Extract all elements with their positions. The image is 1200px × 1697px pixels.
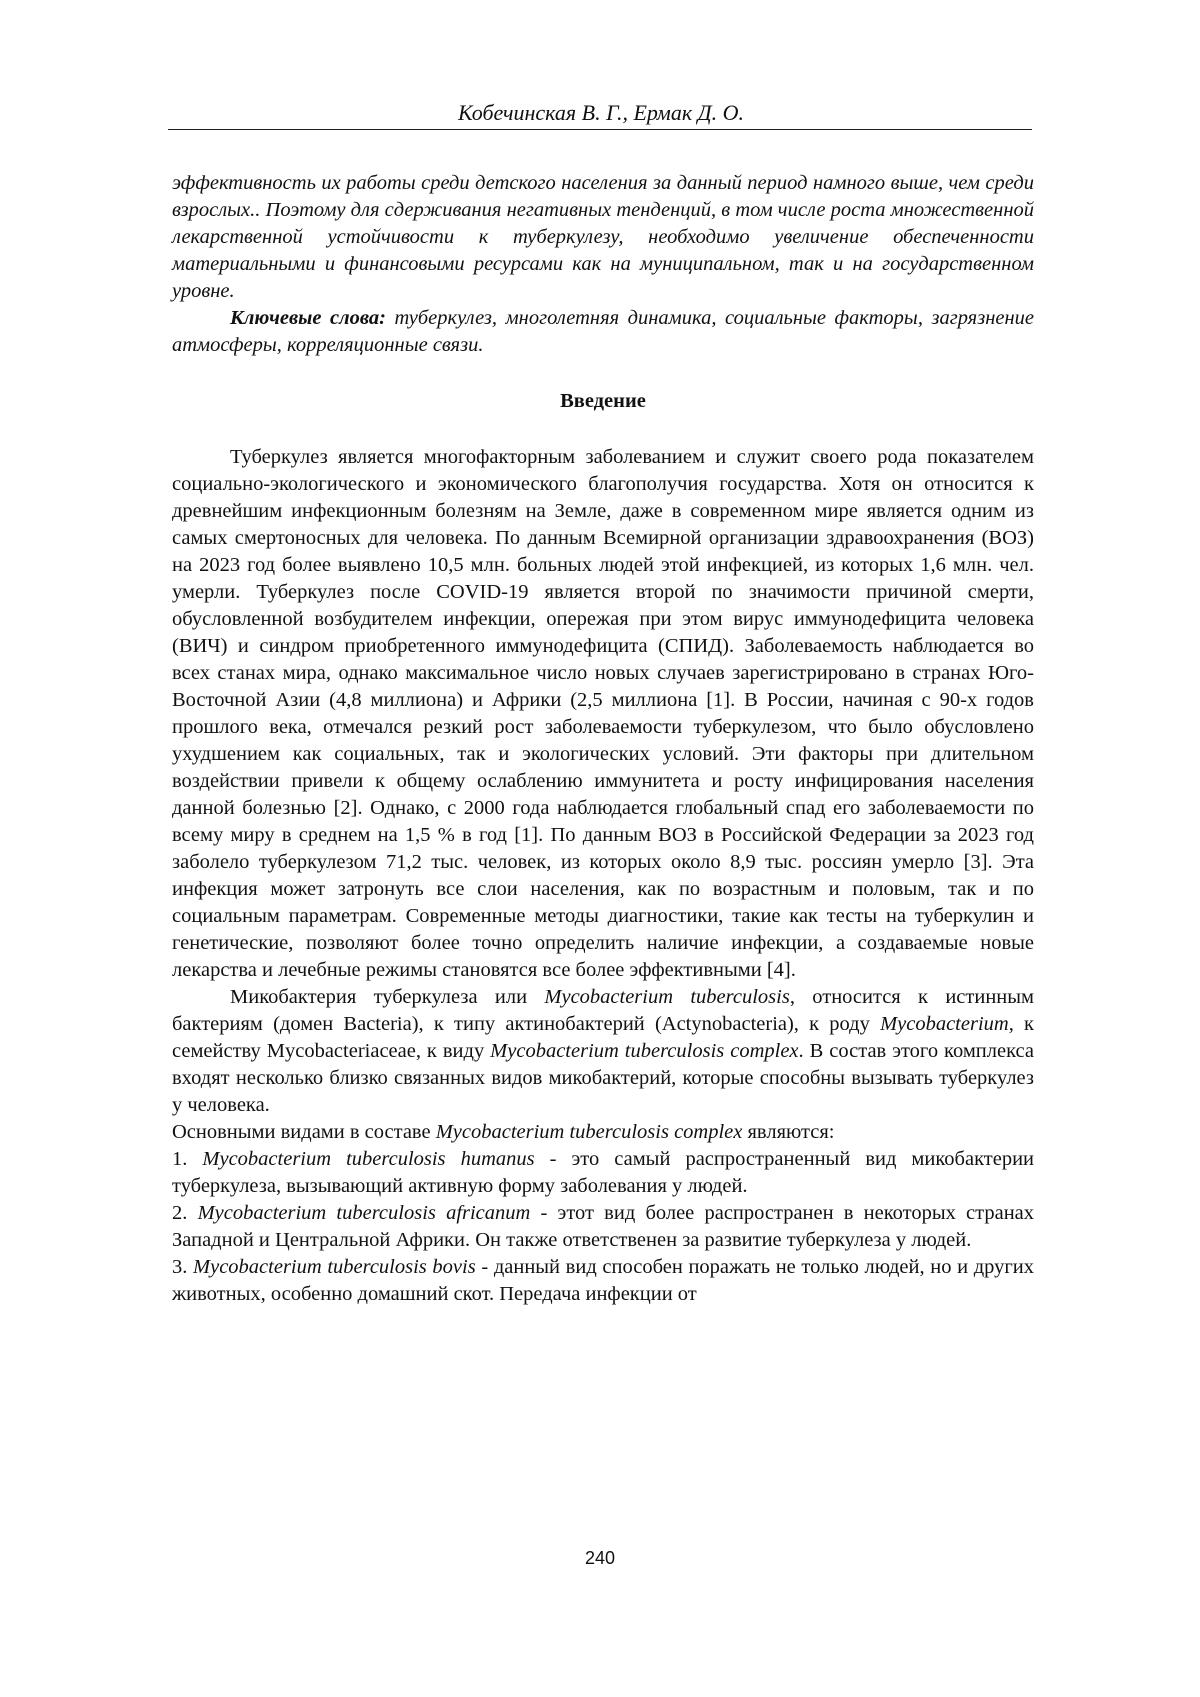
list-text: - этот вид более распространен в некоторых странах Западной и Центральной Африки. Он также ответственен за развитие туберкулеза у людей.	[172, 1202, 1035, 1251]
list-number: 3.	[172, 1256, 194, 1278]
keywords	[172, 305, 1034, 359]
p2-text-c: , относится к истинным бактериям (домен Bacteria), к типу актинобактерий (Actynobacteria), к роду	[172, 986, 1035, 1035]
list-species-name: Mycobacterium tuberculosis bovis	[193, 1256, 476, 1278]
p3-text-c: являются:	[742, 1121, 835, 1143]
page-content	[172, 170, 1034, 1308]
p2-text-a: Микобактерия туберкулеза или	[230, 986, 545, 1008]
p2-complex: Mycobacterium tuberculosis complex	[490, 1040, 799, 1062]
paragraph-2	[172, 984, 1034, 1119]
list-item	[172, 1254, 1034, 1308]
list-item	[172, 1146, 1034, 1200]
p2-species: Mycobacterium tuberculosis	[544, 986, 790, 1008]
list-text: - это самый распространенный вид микобактерии туберкулеза, вызывающий активную форму заболевания у людей.	[172, 1148, 1035, 1197]
p2-text-e: , к семейству Mycobacteriaceae, к виду	[172, 1013, 1034, 1062]
keywords-text: туберкулез, многолетняя динамика, социальные факторы, загрязнение атмосферы, корреляционные связи.	[172, 307, 1034, 356]
running-header: Кобечинская В. Г., Ермак Д. О.	[457, 100, 745, 125]
p2-text-g: . В состав этого комплекса входят несколько близко связанных видов микобактерий, которые способны вызывать туберкулез у человека.	[172, 1040, 1035, 1116]
list-number: 2.	[172, 1202, 198, 1224]
paragraph-1: Туберкулез является многофакторным заболеванием и служит своего рода показателем социально-экологического и экономического благополучия государства. Хотя он относится к древнейшим инфекционным болезням на Земле, даже в современном мире является одним из самых смертоносных для человека. По данным Всемирной организации здравоохранения (ВОЗ) на 2023 год более выявлено 10,5 млн. больных людей этой инфекцией, из которых 1,6 млн. чел. умерли. Туберкулез после COVID-19 является второй по значимости причиной смерти, обусловленной возбудителем инфекции, опережая при этом вирус иммунодефицита человека (ВИЧ) и синдром приобретенного иммунодефицита (СПИД). Заболеваемость наблюдается во всех станах мира, однако максимальное число новых случаев зарегистрировано в странах Юго-Восточной Азии (4,8 миллиона) и Африки (2,5 миллиона [1]. В России, начиная с 90-х годов прошлого века, отмечался резкий рост заболеваемости туберкулезом, что было обусловлено ухудшением как социальных, так и экологических условий. Эти факторы при длительном воздействии привели к общему ослаблению иммунитета и росту инфицирования населения данной болезнью [2]. Однако, с 2000 года наблюдается глобальный спад его заболеваемости по всему миру в среднем на 1,5 % в год [1]. По данным ВОЗ в Российской Федерации за 2023 год заболело туберкулезом 71,2 тыс. человек, из которых около 8,9 тыс. россиян умерло [3]. Эта инфекция может затронуть все слои населения, как по возрастным и половым, так и по социальным параметрам. Современные методы диагностики, такие как тесты на туберкулин и генетические, позволяют более точно определить наличие инфекции, а создаваемые новые лекарства и лечебные режимы становятся все более эффективными [4].	[172, 446, 1034, 981]
list-species-name: Mycobacterium tuberculosis africanum	[197, 1202, 531, 1224]
p3-complex: Mycobacterium tuberculosis complex	[435, 1121, 743, 1143]
keywords-label: Ключевые слова:	[230, 307, 386, 329]
p3-text-a: Основными видами в составе	[172, 1121, 436, 1143]
section-title: Введение	[560, 390, 646, 412]
list-species-name: Mycobacterium tuberculosis humanus	[202, 1148, 535, 1170]
list-number: 1.	[172, 1148, 203, 1170]
header-rule	[168, 129, 1032, 130]
paragraph-3	[172, 1119, 1034, 1146]
page-number: 240	[584, 1548, 616, 1568]
list-text: - данный вид способен поражать не только людей, но и других животных, особенно домашний скот. Передача инфекции от	[172, 1256, 1035, 1305]
p2-genus: Mycobacterium	[880, 1013, 1009, 1035]
abstract-text: эффективность их работы среди детского населения за данный период намного выше, чем среди взрослых.. Поэтому для сдерживания негативных тенденций, в том числе роста множественной лекарственной устойчивости к туберкулезу, необходимо увеличение обеспеченности материальными и финансовыми ресурсами как на муниципальном, так и на государственном уровне.	[172, 172, 1034, 302]
list-item	[172, 1200, 1034, 1254]
